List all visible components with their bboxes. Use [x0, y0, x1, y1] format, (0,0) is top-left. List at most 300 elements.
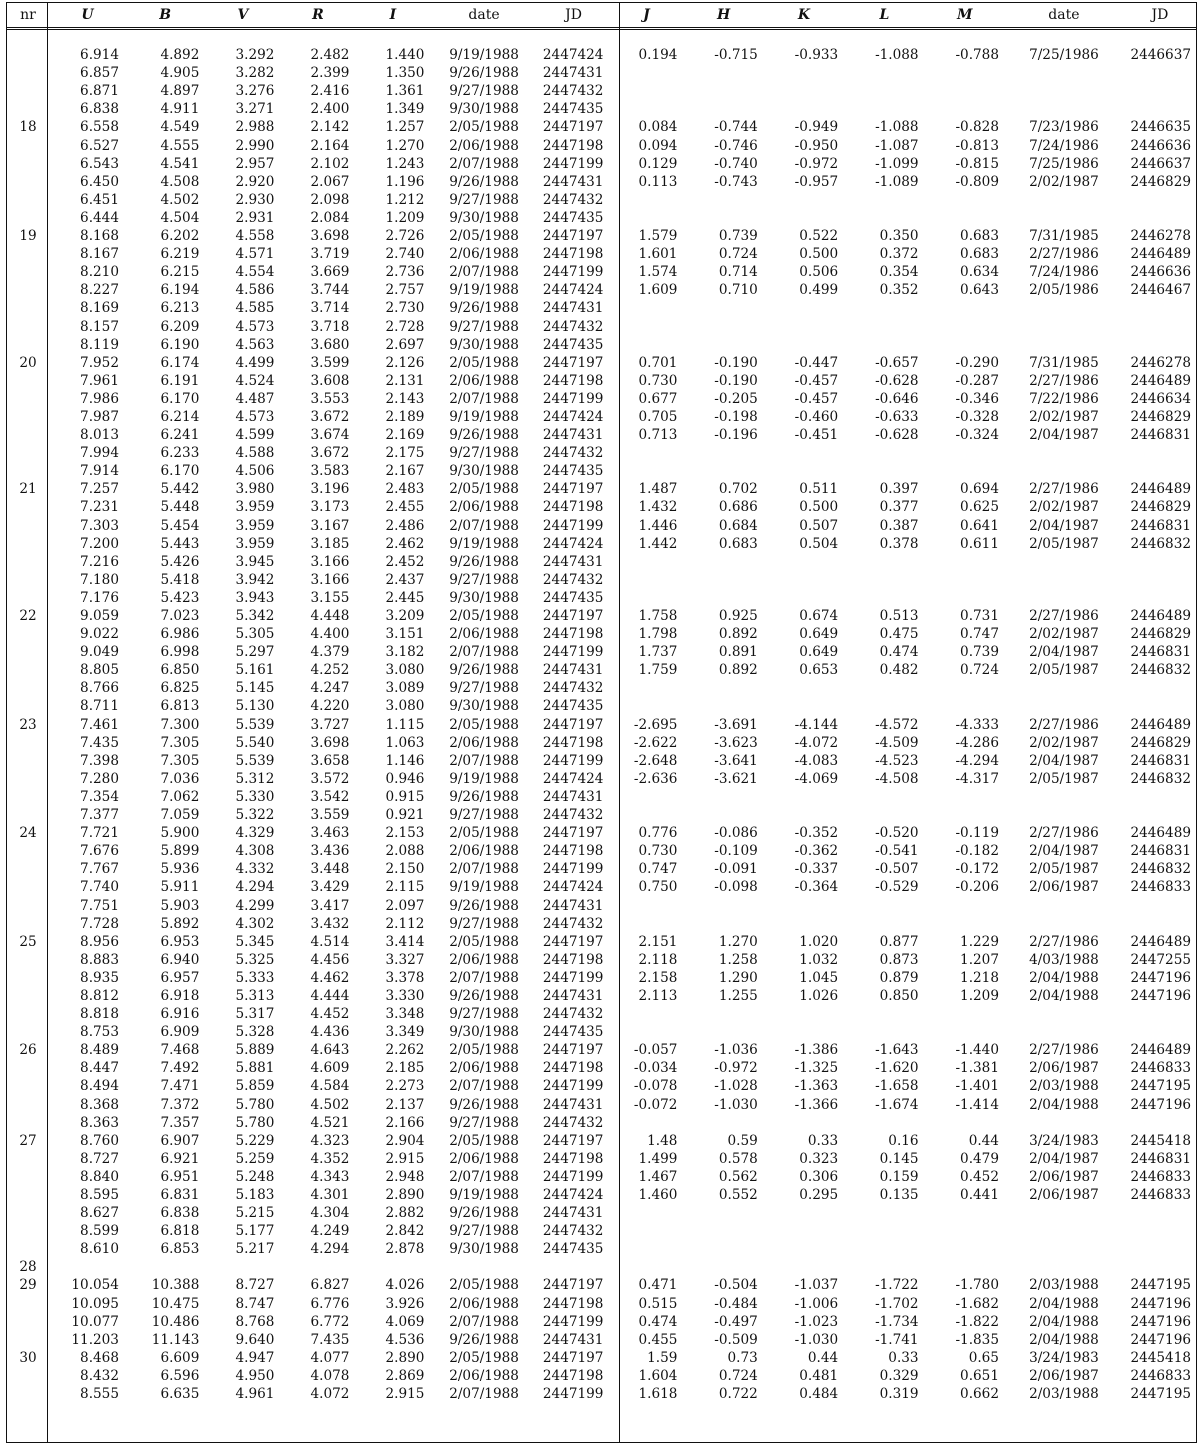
cell-ir-l — [844, 1204, 924, 1222]
cell-u: 8.840 — [80, 1168, 119, 1185]
cell-i: 2.915 — [385, 1386, 425, 1403]
cell-ir-m: -0.788 — [955, 47, 999, 64]
cell-r: 4.521 — [310, 1114, 350, 1131]
cell-v: 3.945 — [235, 553, 275, 570]
cell-ir-jd — [1123, 82, 1197, 100]
cell-i: 3.182 — [385, 644, 425, 661]
cell-ir-date — [1005, 589, 1123, 607]
cell-ir-jd: 2446833 — [1130, 1168, 1191, 1185]
cell-b: 6.213 — [160, 300, 200, 317]
cell-nr — [6, 1059, 50, 1077]
cell-b: 6.951 — [160, 1168, 200, 1185]
cell-i: 3.080 — [385, 662, 425, 679]
cell-r: 3.166 — [310, 571, 350, 588]
cell-nr — [6, 571, 50, 589]
cell-u: 9.059 — [80, 608, 119, 624]
cell-ir-k — [764, 444, 844, 462]
cell-i: 1.349 — [385, 101, 425, 118]
cell-ir-jd — [1123, 100, 1197, 118]
cell-ir-date: 3/24/1983 — [1029, 1132, 1099, 1149]
cell-ir-k: 0.499 — [799, 282, 839, 299]
cell-ir-l: 0.135 — [879, 1187, 919, 1203]
cell-v: 4.586 — [235, 282, 275, 299]
cell-ir-l: 0.513 — [879, 608, 919, 624]
cell-i: 2.948 — [385, 1168, 425, 1185]
cell-ir-l: 0.850 — [879, 987, 919, 1004]
cell-nr: 28 — [19, 1259, 37, 1276]
cell-ir-m: 0.694 — [960, 481, 999, 498]
cell-ir-j: 0.194 — [638, 47, 678, 64]
cell-jd: 2447199 — [542, 861, 604, 878]
cell-r: 3.727 — [310, 716, 350, 733]
cell-ir-m: -1.401 — [955, 1078, 999, 1095]
cell-ir-l: 0.877 — [879, 933, 919, 950]
cell-r: 2.164 — [310, 137, 350, 154]
cell-r: 4.249 — [310, 1223, 350, 1240]
cell-ir-m: -0.119 — [955, 825, 999, 842]
cell-date: 2/05/1988 — [449, 119, 519, 136]
cell-i: 3.414 — [385, 933, 425, 950]
cell-ir-date: 2/02/1987 — [1029, 734, 1099, 751]
cell-nr — [6, 336, 50, 354]
cell-ir-j — [609, 299, 683, 317]
cell-nr — [6, 245, 50, 263]
table-row — [6, 878, 1197, 896]
cell-ir-h — [683, 1240, 763, 1258]
cell-ir-k — [764, 679, 844, 697]
cell-b: 11.143 — [151, 1331, 200, 1348]
cell-ir-j — [609, 589, 683, 607]
cell-r: 4.323 — [310, 1132, 350, 1149]
cell-date: 9/19/1988 — [449, 408, 519, 425]
cell-ir-jd: 2447196 — [1130, 987, 1191, 1004]
cell-u: 7.200 — [80, 535, 119, 552]
cell-ir-date: 2/27/1986 — [1029, 716, 1099, 733]
cell-b: 7.062 — [160, 788, 200, 805]
cell-ir-j: 1.601 — [638, 246, 678, 263]
cell-ir-l: -1.089 — [875, 173, 919, 190]
cell-b: 6.850 — [160, 662, 200, 679]
cell-date: 2/07/1988 — [449, 264, 519, 281]
cell-b: 7.023 — [160, 608, 200, 624]
cell-date: 2/07/1988 — [449, 861, 519, 878]
cell-ir-l — [844, 1240, 924, 1258]
cell-ir-l — [844, 209, 924, 227]
cell-v: 5.217 — [235, 1241, 275, 1258]
cell-ir-date — [1005, 806, 1123, 824]
cell-ir-date — [1005, 1240, 1123, 1258]
cell-date: 2/06/1988 — [449, 372, 519, 389]
cell-i: 2.445 — [385, 589, 425, 606]
cell-v — [205, 1258, 280, 1276]
cell-ir-m — [925, 444, 1005, 462]
cell-ir-m: 0.625 — [960, 499, 999, 516]
cell-ir-h: -0.746 — [714, 137, 758, 154]
cell-ir-h: 0.684 — [718, 517, 758, 534]
cell-ir-jd: 2446637 — [1130, 155, 1191, 172]
cell-r: 2.482 — [310, 47, 350, 64]
cell-ir-l: -4.523 — [875, 752, 919, 769]
cell-v: 8.727 — [235, 1277, 275, 1294]
cell-v: 4.499 — [235, 354, 275, 371]
cell-ir-h — [683, 82, 763, 100]
cell-nr: 23 — [19, 716, 37, 733]
cell-ir-jd: 2446829 — [1130, 173, 1191, 190]
cell-ir-j — [609, 100, 683, 118]
cell-ir-date: 2/03/1988 — [1029, 1277, 1099, 1294]
cell-ir-jd — [1123, 299, 1197, 317]
cell-jd: 2447198 — [542, 626, 604, 643]
cell-ir-date: 2/06/1987 — [1029, 1060, 1099, 1077]
cell-ir-k: -1.030 — [794, 1331, 839, 1348]
cell-ir-l: -1.088 — [875, 119, 919, 136]
cell-ir-date — [1005, 1005, 1123, 1023]
cell-ir-l: -1.722 — [875, 1277, 919, 1294]
cell-ir-h — [683, 806, 763, 824]
cell-r: 3.432 — [310, 915, 350, 932]
cell-ir-jd: 2447195 — [1130, 1078, 1191, 1095]
cell-ir-j: 0.515 — [638, 1295, 678, 1312]
cell-r: 3.744 — [310, 282, 350, 299]
cell-ir-date: 2/27/1986 — [1029, 372, 1099, 389]
table-row — [6, 1077, 1197, 1095]
cell-ir-m: 0.641 — [960, 517, 999, 534]
cell-ir-k: -0.950 — [794, 137, 839, 154]
cell-ir-j: 2.118 — [638, 951, 678, 968]
cell-ir-jd: 2447195 — [1130, 1277, 1191, 1294]
cell-ir-jd: 2446829 — [1130, 734, 1191, 751]
cell-u: 7.987 — [80, 408, 119, 425]
cell-r: 7.435 — [310, 1331, 350, 1348]
cell-ir-k — [764, 462, 844, 480]
cell-v: 5.305 — [235, 626, 275, 643]
cell-ir-date: 2/04/1988 — [1029, 1331, 1099, 1348]
cell-jd: 2447199 — [542, 752, 604, 769]
cell-ir-h: 0.739 — [718, 228, 758, 245]
cell-nr — [6, 1204, 50, 1222]
cell-ir-j — [609, 697, 683, 715]
cell-v: 4.950 — [235, 1367, 275, 1384]
cell-nr: 18 — [19, 119, 37, 136]
cell-ir-m: 0.65 — [968, 1349, 999, 1366]
cell-r: 3.714 — [310, 300, 350, 317]
cell-jd: 2447197 — [542, 119, 604, 136]
cell-u: 9.049 — [80, 644, 119, 661]
cell-ir-l — [844, 1222, 924, 1240]
cell-date: 2/06/1988 — [449, 626, 519, 643]
cell-ir-jd: 2447196 — [1130, 969, 1191, 986]
cell-b: 7.300 — [160, 716, 200, 733]
cell-nr — [6, 860, 50, 878]
cell-r: 4.343 — [310, 1168, 350, 1185]
cell-b: 5.423 — [160, 589, 200, 606]
cell-nr — [6, 372, 50, 390]
cell-ir-k: -4.144 — [794, 716, 839, 733]
cell-i: 2.185 — [385, 1060, 425, 1077]
cell-ir-j — [609, 679, 683, 697]
table-row — [6, 1204, 1197, 1222]
cell-r: 4.072 — [310, 1386, 350, 1403]
cell-ir-j: 1.48 — [647, 1132, 678, 1149]
cell-date: 2/06/1988 — [449, 734, 519, 751]
table-row — [6, 1132, 1197, 1150]
cell-r: 3.672 — [310, 408, 350, 425]
cell-ir-j — [609, 1005, 683, 1023]
cell-ir-date: 2/02/1987 — [1029, 626, 1099, 643]
cell-jd: 2447432 — [542, 83, 604, 100]
cell-date: 9/19/1988 — [449, 47, 519, 64]
cell-ir-l — [844, 589, 924, 607]
cell-r: 4.220 — [310, 698, 350, 715]
cell-ir-m: 0.479 — [960, 1150, 999, 1167]
cell-v: 4.571 — [235, 246, 275, 263]
cell-ir-j: 1.442 — [638, 535, 678, 552]
cell-ir-m: 0.683 — [960, 246, 999, 263]
cell-i: 2.842 — [385, 1223, 425, 1240]
table-row — [6, 82, 1197, 100]
cell-jd: 2447424 — [542, 282, 604, 299]
cell-ir-j: 0.750 — [638, 879, 678, 896]
cell-ir-m: 1.209 — [960, 987, 999, 1004]
cell-nr: 20 — [19, 354, 37, 371]
cell-ir-jd — [1123, 1240, 1197, 1258]
cell-r: 3.155 — [310, 589, 350, 606]
cell-ir-h: 0.683 — [718, 535, 758, 552]
cell-u: 8.555 — [80, 1386, 119, 1403]
header-jd-infrared: JD — [1151, 6, 1169, 23]
cell-nr — [6, 806, 50, 824]
cell-ir-date — [1005, 64, 1123, 82]
cell-ir-date: 3/24/1983 — [1029, 1349, 1099, 1366]
cell-ir-jd — [1123, 589, 1197, 607]
cell-ir-h: 0.552 — [718, 1187, 758, 1203]
cell-r: 4.400 — [310, 626, 350, 643]
table-row — [6, 897, 1197, 915]
cell-ir-j: 0.084 — [638, 119, 678, 136]
cell-ir-h: -0.484 — [714, 1295, 758, 1312]
cell-i: 3.089 — [385, 680, 425, 697]
cell-ir-l — [844, 318, 924, 336]
cell-jd: 2447431 — [542, 987, 604, 1004]
cell-i: 1.361 — [385, 83, 425, 100]
cell-b: 6.170 — [160, 390, 200, 407]
cell-date: 9/26/1988 — [449, 65, 519, 82]
cell-i: 1.257 — [385, 119, 425, 136]
cell-jd: 2447197 — [542, 354, 604, 371]
cell-r: 4.247 — [310, 680, 350, 697]
cell-ir-j — [609, 1258, 683, 1276]
cell-ir-j: 0.730 — [638, 372, 678, 389]
cell-u: 7.231 — [80, 499, 119, 516]
cell-v: 5.248 — [235, 1168, 275, 1185]
cell-v: 5.259 — [235, 1150, 275, 1167]
cell-i: 1.270 — [385, 137, 425, 154]
table-row — [6, 299, 1197, 317]
cell-jd: 2447197 — [542, 228, 604, 245]
cell-ir-h: 1.270 — [718, 933, 758, 950]
table-row — [6, 462, 1197, 480]
cell-u: 6.871 — [80, 83, 119, 100]
table-row — [6, 1168, 1197, 1186]
cell-ir-j: 0.474 — [638, 1313, 678, 1330]
cell-ir-l: 0.873 — [879, 951, 919, 968]
cell-ir-date: 2/05/1986 — [1029, 282, 1099, 299]
cell-u: 8.489 — [80, 1042, 119, 1059]
cell-jd: 2447435 — [542, 101, 604, 118]
table-row — [6, 806, 1197, 824]
cell-ir-h: 0.59 — [727, 1132, 758, 1149]
table-row — [6, 245, 1197, 263]
cell-b — [125, 1258, 205, 1276]
cell-ir-k — [764, 697, 844, 715]
cell-ir-j: 1.758 — [638, 608, 678, 624]
cell-jd: 2447198 — [542, 246, 604, 263]
cell-date: 2/06/1988 — [449, 951, 519, 968]
cell-i: 2.740 — [385, 246, 425, 263]
cell-u: 11.203 — [71, 1331, 119, 1348]
cell-i: 0.946 — [385, 770, 425, 787]
cell-r: 3.698 — [310, 228, 350, 245]
cell-ir-j — [609, 571, 683, 589]
cell-i: 2.112 — [385, 915, 425, 932]
header-v: V — [237, 6, 249, 23]
table-row — [6, 788, 1197, 806]
cell-date: 9/27/1988 — [449, 191, 519, 208]
cell-ir-m: -0.828 — [955, 119, 999, 136]
cell-ir-j: 0.677 — [638, 390, 678, 407]
cell-nr — [6, 625, 50, 643]
cell-jd: 2447199 — [542, 264, 604, 281]
cell-ir-h: 0.710 — [718, 282, 758, 299]
table-row — [6, 281, 1197, 299]
cell-date: 2/07/1988 — [449, 1313, 519, 1330]
cell-i: 2.486 — [385, 517, 425, 534]
cell-ir-date: 7/25/1986 — [1029, 155, 1099, 172]
cell-nr — [6, 517, 50, 535]
cell-i: 2.437 — [385, 571, 425, 588]
cell-ir-h: 0.925 — [718, 608, 758, 624]
cell-ir-j: -0.057 — [633, 1042, 678, 1059]
cell-date: 2/05/1988 — [449, 825, 519, 842]
cell-ir-m — [925, 1204, 1005, 1222]
cell-ir-h: 0.562 — [718, 1168, 758, 1185]
cell-i: 2.483 — [385, 481, 425, 498]
cell-ir-h: -1.036 — [714, 1042, 758, 1059]
cell-ir-k — [764, 191, 844, 209]
table-row — [6, 1276, 1197, 1294]
cell-ir-h: -0.744 — [714, 119, 758, 136]
cell-ir-h — [683, 64, 763, 82]
cell-ir-j — [609, 444, 683, 462]
cell-b: 4.905 — [160, 65, 200, 82]
cell-i: 3.330 — [385, 987, 425, 1004]
cell-ir-h — [683, 1114, 763, 1132]
cell-ir-j: 0.471 — [638, 1277, 678, 1294]
cell-r: 3.542 — [310, 788, 350, 805]
cell-ir-k: -0.352 — [794, 825, 839, 842]
cell-jd: 2447435 — [542, 1241, 604, 1258]
cell-v: 5.780 — [235, 1114, 275, 1131]
cell-ir-m — [925, 806, 1005, 824]
cell-date: 9/27/1988 — [449, 571, 519, 588]
cell-ir-h: -0.091 — [714, 861, 758, 878]
cell-date: 2/07/1988 — [449, 1168, 519, 1185]
cell-b: 4.502 — [160, 191, 200, 208]
cell-i: 2.189 — [385, 408, 425, 425]
cell-jd: 2447199 — [542, 1313, 604, 1330]
table-row — [6, 933, 1197, 951]
cell-ir-date — [1005, 209, 1123, 227]
cell-i: 2.455 — [385, 499, 425, 516]
cell-u: 6.914 — [80, 47, 119, 64]
cell-ir-jd — [1123, 697, 1197, 715]
cell-b: 6.209 — [160, 318, 200, 335]
cell-ir-l — [844, 1114, 924, 1132]
cell-b: 5.418 — [160, 571, 200, 588]
cell-v: 5.183 — [235, 1187, 275, 1203]
cell-i: 2.115 — [385, 879, 425, 896]
cell-jd: 2447198 — [542, 499, 604, 516]
table-row — [6, 589, 1197, 607]
cell-ir-k: 0.507 — [799, 517, 839, 534]
cell-b: 7.372 — [160, 1096, 200, 1113]
cell-b: 6.174 — [160, 354, 200, 371]
cell-r: 3.583 — [310, 463, 350, 480]
cell-date: 2/05/1988 — [449, 1349, 519, 1366]
cell-ir-date — [1005, 897, 1123, 915]
cell-ir-h — [683, 589, 763, 607]
cell-ir-k: -1.386 — [794, 1042, 839, 1059]
cell-ir-j: 0.455 — [638, 1331, 678, 1348]
cell-v: 5.145 — [235, 680, 275, 697]
cell-v: 5.881 — [235, 1060, 275, 1077]
cell-nr — [6, 281, 50, 299]
cell-u: 8.595 — [80, 1187, 119, 1203]
cell-ir-k — [764, 1240, 844, 1258]
cell-r: 4.456 — [310, 951, 350, 968]
cell-jd: 2447199 — [542, 969, 604, 986]
cell-i: 2.166 — [385, 1114, 425, 1131]
cell-nr — [6, 155, 50, 173]
cell-ir-k: 0.506 — [799, 264, 839, 281]
cell-ir-m — [925, 897, 1005, 915]
cell-nr: 25 — [19, 933, 37, 950]
cell-ir-jd: 2446832 — [1130, 535, 1191, 552]
table-row — [6, 770, 1197, 788]
cell-ir-j: 1.467 — [638, 1168, 678, 1185]
cell-ir-m — [925, 788, 1005, 806]
table-row — [6, 100, 1197, 118]
cell-u: 7.398 — [80, 752, 119, 769]
cell-ir-m: 1.218 — [960, 969, 999, 986]
cell-r: 3.599 — [310, 354, 350, 371]
cell-v: 4.961 — [235, 1386, 275, 1403]
cell-ir-j: 1.798 — [638, 626, 678, 643]
cell-u: 8.760 — [80, 1132, 119, 1149]
cell-r: 4.452 — [310, 1006, 350, 1023]
cell-jd: 2447435 — [542, 698, 604, 715]
cell-date: 9/30/1988 — [449, 101, 519, 118]
cell-ir-m — [925, 1005, 1005, 1023]
cell-b: 6.233 — [160, 445, 200, 462]
cell-v: 9.640 — [235, 1331, 275, 1348]
table-row — [6, 571, 1197, 589]
cell-ir-h — [683, 299, 763, 317]
cell-nr — [6, 1023, 50, 1041]
table-row — [6, 1313, 1197, 1331]
cell-ir-m: 0.731 — [960, 608, 999, 624]
cell-ir-h: 0.724 — [718, 246, 758, 263]
